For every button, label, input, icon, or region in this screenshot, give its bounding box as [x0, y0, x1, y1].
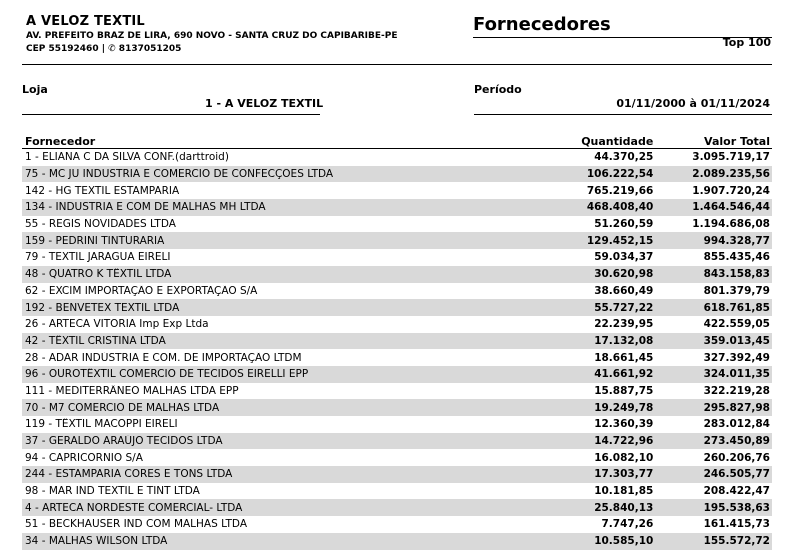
- header-divider: [22, 64, 772, 65]
- total-cell: 327.392,49: [703, 351, 770, 364]
- supplier-cell: 48 - QUATRO K TÊXTIL LTDA: [25, 268, 172, 281]
- table-row: [22, 333, 772, 350]
- total-cell: 324.011,35: [703, 368, 770, 381]
- supplier-cell: 70 - M7 COMERCIO DE MALHAS LTDA: [25, 401, 220, 414]
- period-value: 01/11/2000 à 01/11/2024: [616, 97, 770, 110]
- table-row: [22, 433, 772, 450]
- quantity-cell: 106.222,54: [586, 168, 654, 181]
- header-supplier: Fornecedor: [25, 135, 96, 148]
- total-cell: 994.328,77: [703, 234, 770, 247]
- total-cell: 2.089.235,56: [692, 168, 770, 181]
- table-row: [22, 232, 772, 249]
- total-cell: 1.907.720,24: [692, 184, 770, 197]
- total-cell: 161.415,73: [703, 518, 770, 531]
- quantity-cell: 12.360,39: [594, 418, 654, 431]
- quantity-cell: 10.585,10: [594, 535, 654, 548]
- supplier-cell: 51 - BECKHAUSER IND COM MALHAS LTDA: [25, 518, 248, 531]
- total-cell: 208.422,47: [703, 485, 770, 498]
- quantity-cell: 18.661,45: [594, 351, 654, 364]
- total-cell: 283.012,84: [703, 418, 770, 431]
- table-row: [22, 316, 772, 333]
- supplier-cell: 26 - ARTECA VITORIA Imp Exp Ltda: [25, 318, 209, 331]
- quantity-cell: 765.219,66: [586, 184, 654, 197]
- store-label: Loja: [22, 83, 48, 96]
- total-cell: 3.095.719,17: [692, 151, 770, 164]
- supplier-cell: 94 - CAPRICORNIO S/A: [25, 451, 143, 464]
- table-row: [22, 166, 772, 183]
- supplier-cell: 79 - TEXTIL JARAGUA EIRELI: [25, 251, 171, 264]
- table-row: [22, 399, 772, 416]
- total-cell: 618.761,85: [703, 301, 770, 314]
- table-row: [22, 466, 772, 483]
- quantity-cell: 19.249,78: [594, 401, 654, 414]
- quantity-cell: 25.840,13: [594, 501, 654, 514]
- supplier-cell: 75 - MC JU INDUSTRIA E COMERCIO DE CONFECÇÕES LTDA: [25, 168, 334, 181]
- total-cell: 801.379,79: [703, 284, 770, 297]
- table-row: [22, 283, 772, 300]
- quantity-cell: 14.722,96: [594, 435, 654, 448]
- quantity-cell: 15.887,75: [594, 384, 654, 397]
- quantity-cell: 129.452,15: [586, 234, 654, 247]
- table-row: [22, 366, 772, 383]
- table-row: [22, 533, 772, 550]
- table-row: [22, 216, 772, 233]
- total-cell: 246.505,77: [703, 468, 770, 481]
- report-subtitle: Top 100: [722, 36, 771, 49]
- table-header: [22, 131, 772, 149]
- quantity-cell: 30.620,98: [594, 268, 654, 281]
- company-name: A VELOZ TEXTIL: [26, 14, 145, 29]
- header-quantity: Quantidade: [581, 135, 654, 148]
- company-address: AV. PREFEITO BRAZ DE LIRA, 690 NOVO - SANTA CRUZ DO CAPIBARIBE-PE: [26, 31, 398, 41]
- table-body: [22, 149, 772, 550]
- table-row: [22, 149, 772, 166]
- period-label: Período: [474, 83, 522, 96]
- total-cell: 1.464.546,44: [692, 201, 770, 214]
- supplier-cell: 1 - ELIANA C DA SILVA CONF.(darttroid): [25, 151, 229, 164]
- supplier-cell: 142 - HG TEXTIL ESTAMPARIA: [25, 184, 180, 197]
- supplier-cell: 134 - INDUSTRIA E COM DE MALHAS MH LTDA: [25, 201, 266, 214]
- table-row: [22, 299, 772, 316]
- total-cell: 359.013,45: [703, 334, 770, 347]
- total-cell: 295.827,98: [703, 401, 770, 414]
- table-row: [22, 266, 772, 283]
- quantity-cell: 22.239,95: [594, 318, 654, 331]
- supplier-cell: 42 - TÊXTIL CRISTINA LTDA: [25, 334, 166, 347]
- table-row: [22, 199, 772, 216]
- quantity-cell: 59.034,37: [594, 251, 654, 264]
- supplier-cell: 159 - PEDRINI TINTURARIA: [25, 234, 165, 247]
- period-divider: [474, 114, 772, 115]
- supplier-cell: 96 - OUROTÊXTIL COMERCIO DE TECIDOS EIRELLI EPP: [25, 368, 309, 381]
- company-contact: CEP 55192460 | ✆ 8137051205: [26, 44, 182, 54]
- total-cell: 260.206,76: [703, 451, 770, 464]
- supplier-cell: 192 - BENVETEX TEXTIL LTDA: [25, 301, 180, 314]
- total-cell: 843.158,83: [703, 268, 770, 281]
- supplier-cell: 28 - ADAR INDÚSTRIA E COM. DE IMPORTAÇÃO LTDM: [25, 351, 302, 364]
- total-cell: 855.435,46: [703, 251, 770, 264]
- quantity-cell: 10.181,85: [594, 485, 654, 498]
- table-row: [22, 483, 772, 500]
- supplier-cell: 4 - ARTECA NORDESTE COMERCIAL- LTDA: [25, 501, 243, 514]
- store-value: 1 - A VELOZ TEXTIL: [205, 97, 324, 110]
- total-cell: 322.219,28: [703, 384, 770, 397]
- table-row: [22, 249, 772, 266]
- store-divider: [22, 114, 320, 115]
- quantity-cell: 55.727,22: [594, 301, 654, 314]
- quantity-cell: 7.747,26: [601, 518, 654, 531]
- table-row: [22, 499, 772, 516]
- total-cell: 273.450,89: [703, 435, 770, 448]
- table-row: [22, 516, 772, 533]
- supplier-cell: 98 - MAR IND TEXTIL E TINT LTDA: [25, 485, 200, 498]
- supplier-cell: 62 - EXCIM IMPORTAÇÃO E EXPORTAÇÃO S/A: [25, 284, 258, 297]
- quantity-cell: 44.370,25: [594, 151, 654, 164]
- table-row: [22, 349, 772, 366]
- quantity-cell: 16.082,10: [594, 451, 654, 464]
- supplier-cell: 111 - MEDITERRÂNEO MALHAS LTDA EPP: [25, 384, 239, 397]
- table-row: [22, 416, 772, 433]
- quantity-cell: 38.660,49: [594, 284, 654, 297]
- table-row: [22, 182, 772, 199]
- supplier-cell: 34 - MALHAS WILSON LTDA: [25, 535, 168, 548]
- supplier-cell: 37 - GERALDO ARAÚJO TECIDOS LTDA: [25, 435, 223, 448]
- supplier-cell: 244 - ESTAMPARIA CORES E TONS LTDA: [25, 468, 233, 481]
- total-cell: 155.572,72: [703, 535, 770, 548]
- report-title: Fornecedores: [473, 14, 611, 35]
- supplier-cell: 55 - REGIS NOVIDADES LTDA: [25, 218, 176, 231]
- header-total: Valor Total: [704, 135, 770, 148]
- suppliers-table: [22, 131, 772, 550]
- quantity-cell: 17.303,77: [594, 468, 654, 481]
- quantity-cell: 17.132,08: [594, 334, 654, 347]
- quantity-cell: 41.661,92: [594, 368, 654, 381]
- total-cell: 1.194.686,08: [692, 218, 770, 231]
- supplier-cell: 119 - TÊXTIL MACOPPI EIRELI: [25, 418, 178, 431]
- total-cell: 422.559,05: [703, 318, 770, 331]
- total-cell: 195.538,63: [703, 501, 770, 514]
- quantity-cell: 51.260,59: [594, 218, 654, 231]
- quantity-cell: 468.408,40: [586, 201, 654, 214]
- table-row: [22, 383, 772, 400]
- table-row: [22, 449, 772, 466]
